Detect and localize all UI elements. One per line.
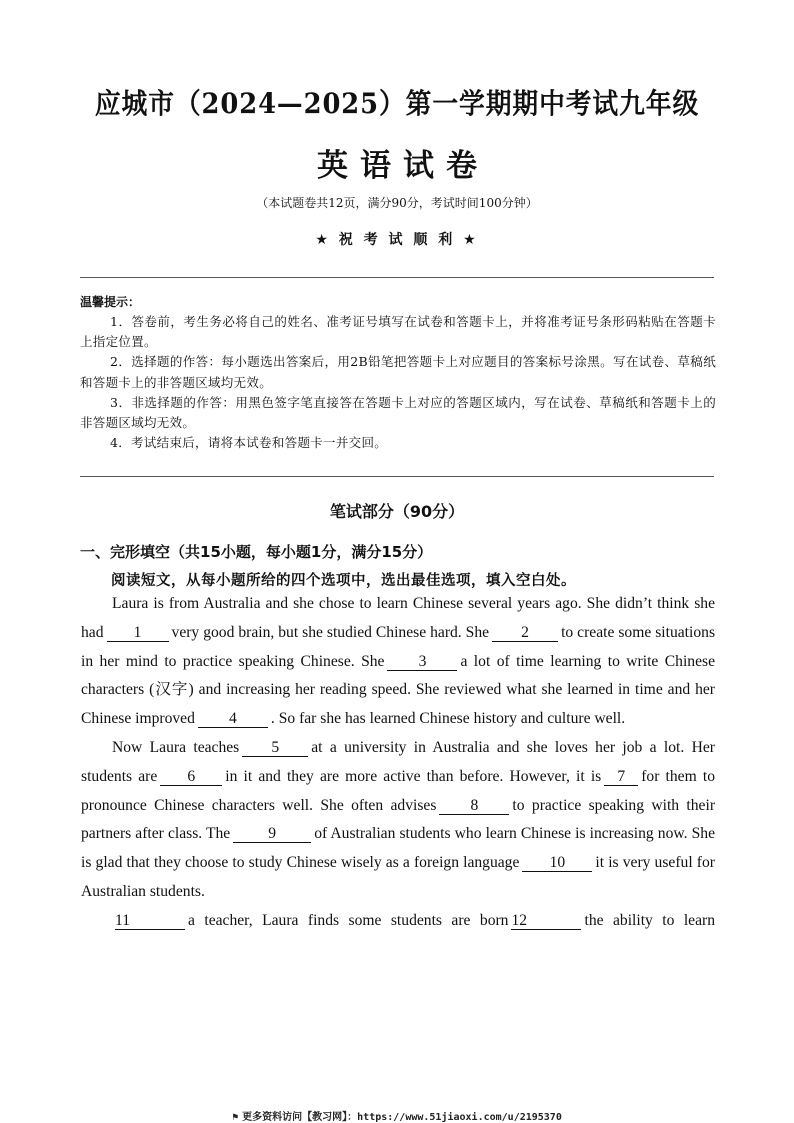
exam-subject: 英语试卷 [317,148,489,184]
passage-text: in it and they are more active than before. However, it is [225,767,602,785]
passage-text: at a university in Australia and she loves her job a lot. Her students are [81,738,716,785]
passage-text: of Australian students who learn Chinese is increasing now. She is glad that they choose to study Chinese wisely as a foreign language [81,825,715,872]
footer[interactable] [0,1108,794,1123]
blank-10: 10 [522,854,592,872]
blank-8: 8 [439,797,509,815]
passage-text: to create some situations in her mind to practice speaking Chinese. She [81,623,716,670]
section-title: 笔试部分（90分） [329,502,465,521]
footer-link[interactable]: 更多资料访问【教习网】：https://www.51jiaoxi.com/u/2195370 [242,1112,562,1123]
part-heading: 一、完形填空（共15小题，每小题1分，满分15分） [80,543,433,561]
tip-item: 3．非选择题的作答：用黑色签字笔直接答在答题卡上对应的答题区域内，写在试卷、草稿纸和答题卡上的非答题区域均无效。 [80,394,716,431]
passage-text: the ability to learn [584,911,715,929]
good-luck-line: ★ 祝 考 试 顺 利 ★ [315,232,479,248]
passage-text: for them to pronounce Chinese characters well. She often advises [81,767,715,814]
passage-text: a lot of time learning to write Chinese characters (汉字) and increasing her reading speed. She reviewed what she learned in time and her Chinese improved [81,652,715,728]
divider-bottom [80,476,714,477]
tips-box [80,292,716,453]
tip-item: 2．选择题的作答：每小题选出答案后，用2B铅笔把答题卡上对应题目的答案标号涂黑。写在试卷、草稿纸和答题卡上的非答题区域均无效。 [80,354,716,390]
exam-title: 应城市（2024—2025）第一学期期中考试九年级 [94,87,700,120]
passage-paragraph-2 [81,734,715,907]
divider-top [80,277,714,278]
tip-item: 4．考试结束后，请将本试卷和答题卡一并交回。 [110,435,388,451]
blank-11: 11 [115,912,185,930]
cloze-passage [81,590,715,936]
part-instruction: 阅读短文，从每小题所给的四个选项中，选出最佳选项，填入空白处。 [111,572,576,589]
exam-info: （本试题卷共12页，满分90分，考试时间100分钟） [256,196,538,210]
blank-2: 2 [492,624,558,642]
blank-1: 1 [107,624,169,642]
passage-text: to practice speaking with their partners after class. The [81,796,716,843]
passage-text: a teacher, Laura finds some students are born [188,911,509,929]
passage-paragraph-1 [81,590,715,734]
blank-7: 7 [604,768,638,786]
passage-paragraph-3 [81,907,715,936]
passage-text: very good brain, but she studied Chinese hard. She [171,623,490,641]
passage-text: . So far she has learned Chinese history and culture well. [270,710,626,728]
blank-3: 3 [387,653,457,671]
passage-text: it is very useful for Australian students. [81,854,715,900]
tip-item: 1．答卷前，考生务必将自己的姓名、准考证号填写在试卷和答题卡上，并将准考证号条形码粘贴在答题卡上指定位置。 [80,314,716,350]
flag-icon: ⚑ [232,1112,239,1123]
tips-heading: 温馨提示： [80,295,141,309]
passage-text: Laura is from Australia and she chose to learn Chinese several years ago. She didn’t think she had [81,595,715,641]
blank-4: 4 [198,710,268,728]
blank-12: 12 [511,912,581,930]
blank-9: 9 [233,825,311,843]
passage-text: Now Laura teaches [112,738,240,756]
blank-5: 5 [242,739,308,757]
blank-6: 6 [160,768,222,786]
